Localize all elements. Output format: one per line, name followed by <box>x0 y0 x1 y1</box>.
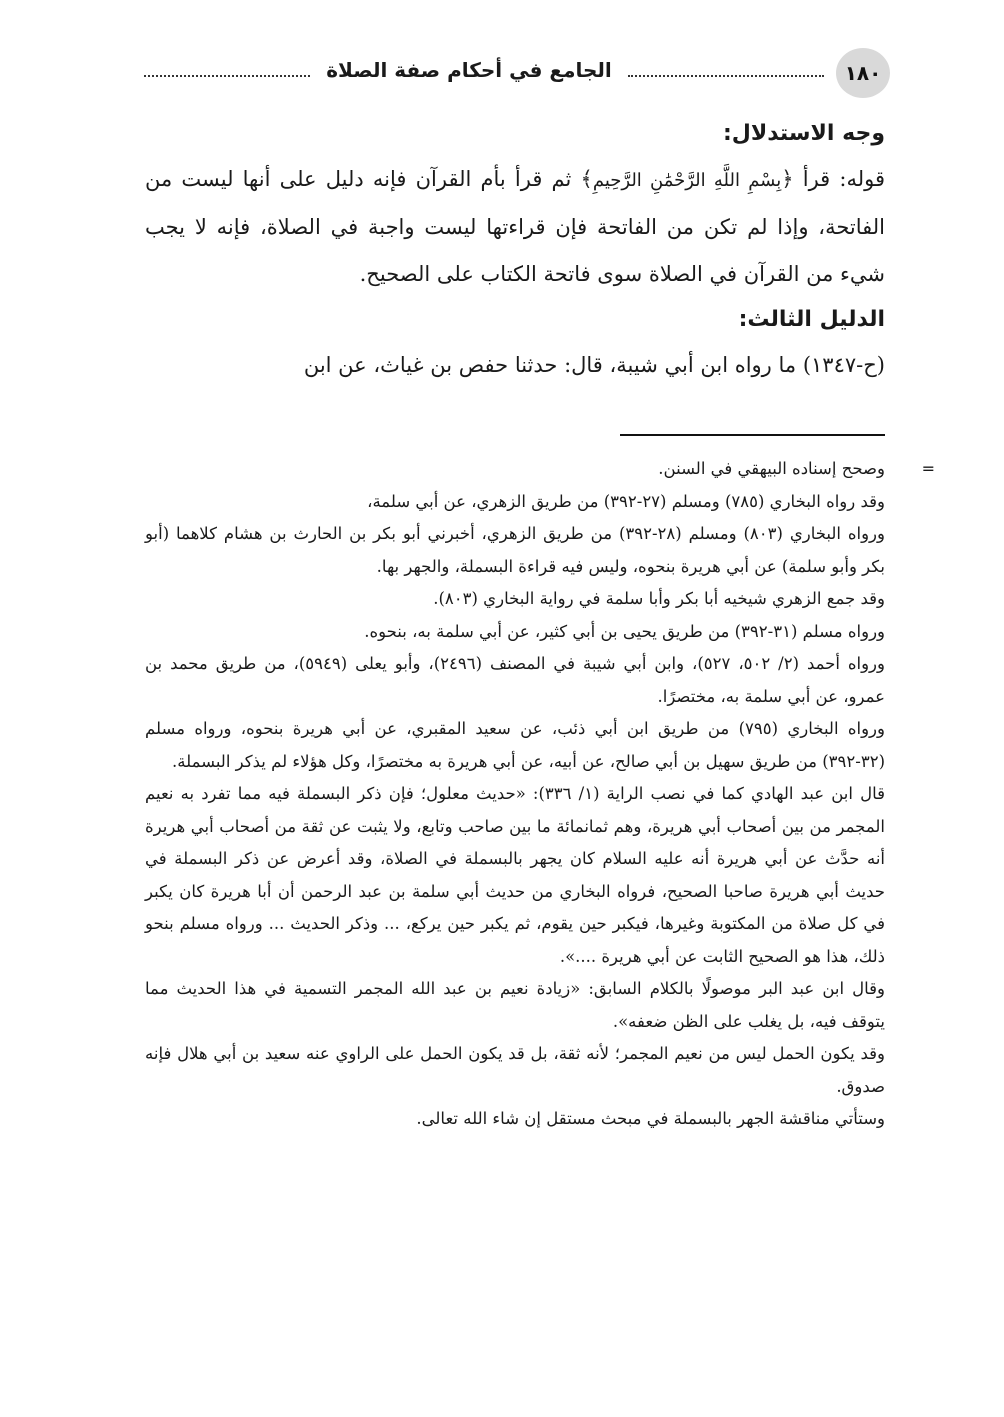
footnote-separator <box>620 434 885 436</box>
page-number: ١٨٠ <box>844 61 882 85</box>
running-header <box>142 48 890 100</box>
main-text <box>145 112 885 389</box>
footnote-text: وصحح إسناده البيهقي في السنن. <box>658 459 885 478</box>
section-heading-third-evidence: الدليل الثالث: <box>738 307 885 332</box>
header-dotted-leader-right <box>628 75 824 77</box>
page-number-badge <box>836 48 890 98</box>
basmala-text: بِسْمِ اللَّهِ الرَّحْمَٰنِ الرَّحِيمِ <box>592 170 782 191</box>
quran-ornament-close: ﴾ <box>580 167 593 191</box>
footnote-line: ورواه أحمد (٢/ ٥٠٢، ٥٢٧)، وابن أبي شيبة في المصنف (٢٤٩٦)، وأبو يعلى (٥٩٤٩)، من طريق محمد بن عمرو، عن أبي سلمة به، مختصرًا. <box>145 654 885 706</box>
paragraph-rest: ثم قرأ بأم القرآن فإنه دليل على أنها ليست من الفاتحة، وإذا لم تكن من الفاتحة فإن قراءتها ليست واجبة في الصلاة، فإنه لا يجب شيء من القرآن في الصلاة سوى فاتحة الكتاب على الصحيح. <box>145 167 885 286</box>
footnote-line: وقد يكون الحمل ليس من نعيم المجمر؛ لأنه ثقة، بل قد يكون الحمل على الراوي عنه سعيد بن أبي هلال فإنه صدوق. <box>145 1044 885 1096</box>
footnote-line: ورواه البخاري (٧٩٥) من طريق ابن أبي ذئب، عن سعيد المقبري، عن أبي هريرة بنحوه، ورواه مسلم (٣٢-٣٩٢) من طريق سهيل بن أبي صالح، عن أبيه، عن أبي هريرة به مختصرًا، وكل هؤلاء لم يذكر البسملة. <box>145 719 885 771</box>
footnote-line: قال ابن عبد الهادي كما في نصب الراية (١/ ٣٣٦): «حديث معلول؛ فإن ذكر البسملة فيه مما تفرد به نعيم المجمر من بين أصحاب أبي هريرة، وهم ثمانمائة ما بين صاحب وتابع، ولا يثبت عن ثقة من أصحاب أبي هريرة أنه حدَّث عن أبي هريرة أنه عليه السلام كان يجهر بالبسملة في الصلاة، وقد أعرض عن ذكر البسملة في حديث أبي هريرة صاحبا الصحيح، فرواه البخاري من حديث أبي سلمة بن عبد الرحمن أن أبا هريرة كان يكبر في كل صلاة من المكتوبة وغيرها، فيكبر حين يقوم، ثم يكبر حين يركع، ... وذكر الحديث ... ورواه مسلم بنحو ذلك، هذا هو الصحيح الثابت عن أبي هريرة ....». <box>145 784 886 966</box>
quran-ornament-open: ﴿ <box>781 167 794 191</box>
footnote-line: وستأتي مناقشة الجهر بالبسملة في مبحث مستقل إن شاء الله تعالى. <box>416 1109 885 1128</box>
paragraph-inference <box>145 156 885 298</box>
header-title-wrap <box>310 58 628 82</box>
footnote-line: وقال ابن عبد البر موصولًا بالكلام السابق: «زيادة نعيم بن عبد الله المجمر التسمية في هذا الحديث مما يتوقف فيه، بل يغلب على الظن ضعفه». <box>145 979 885 1031</box>
footnote-line: ورواه البخاري (٨٠٣) ومسلم (٢٨-٣٩٢) من طريق الزهري، أخبرني أبو بكر بن الحارث بن هشام كلاهما (أبو بكر وأبو سلمة) عن أبي هريرة بنحوه، وليس فيه قراءة البسملة، والجهر بها. <box>145 524 885 576</box>
section-heading-inference: وجه الاستدلال: <box>722 121 885 146</box>
footnote-line: وقد جمع الزهري شيخيه أبا بكر وأبا سلمة في رواية البخاري (٨٠٣). <box>433 589 885 608</box>
footnote-line: وقد رواه البخاري (٧٨٥) ومسلم (٢٧-٣٩٢) من طريق الزهري، عن أبي سلمة، <box>367 491 885 511</box>
header-dotted-leader-left <box>144 75 310 77</box>
running-title: الجامع في أحكام صفة الصلاة <box>318 58 620 82</box>
footnote-line <box>145 453 935 486</box>
paragraph-prefix: قوله: قرأ <box>802 167 885 191</box>
paragraph-hadith: (ح-١٣٤٧) ما رواه ابن أبي شيبة، قال: حدثنا حفص بن غياث، عن ابن <box>303 353 885 377</box>
footnote-line: ورواه مسلم (٣١-٣٩٢) من طريق يحيى بن أبي كثير، عن أبي سلمة به، بنحوه. <box>364 621 885 641</box>
footnote-continuation-mark: = <box>921 459 935 478</box>
footnotes <box>145 453 935 1136</box>
